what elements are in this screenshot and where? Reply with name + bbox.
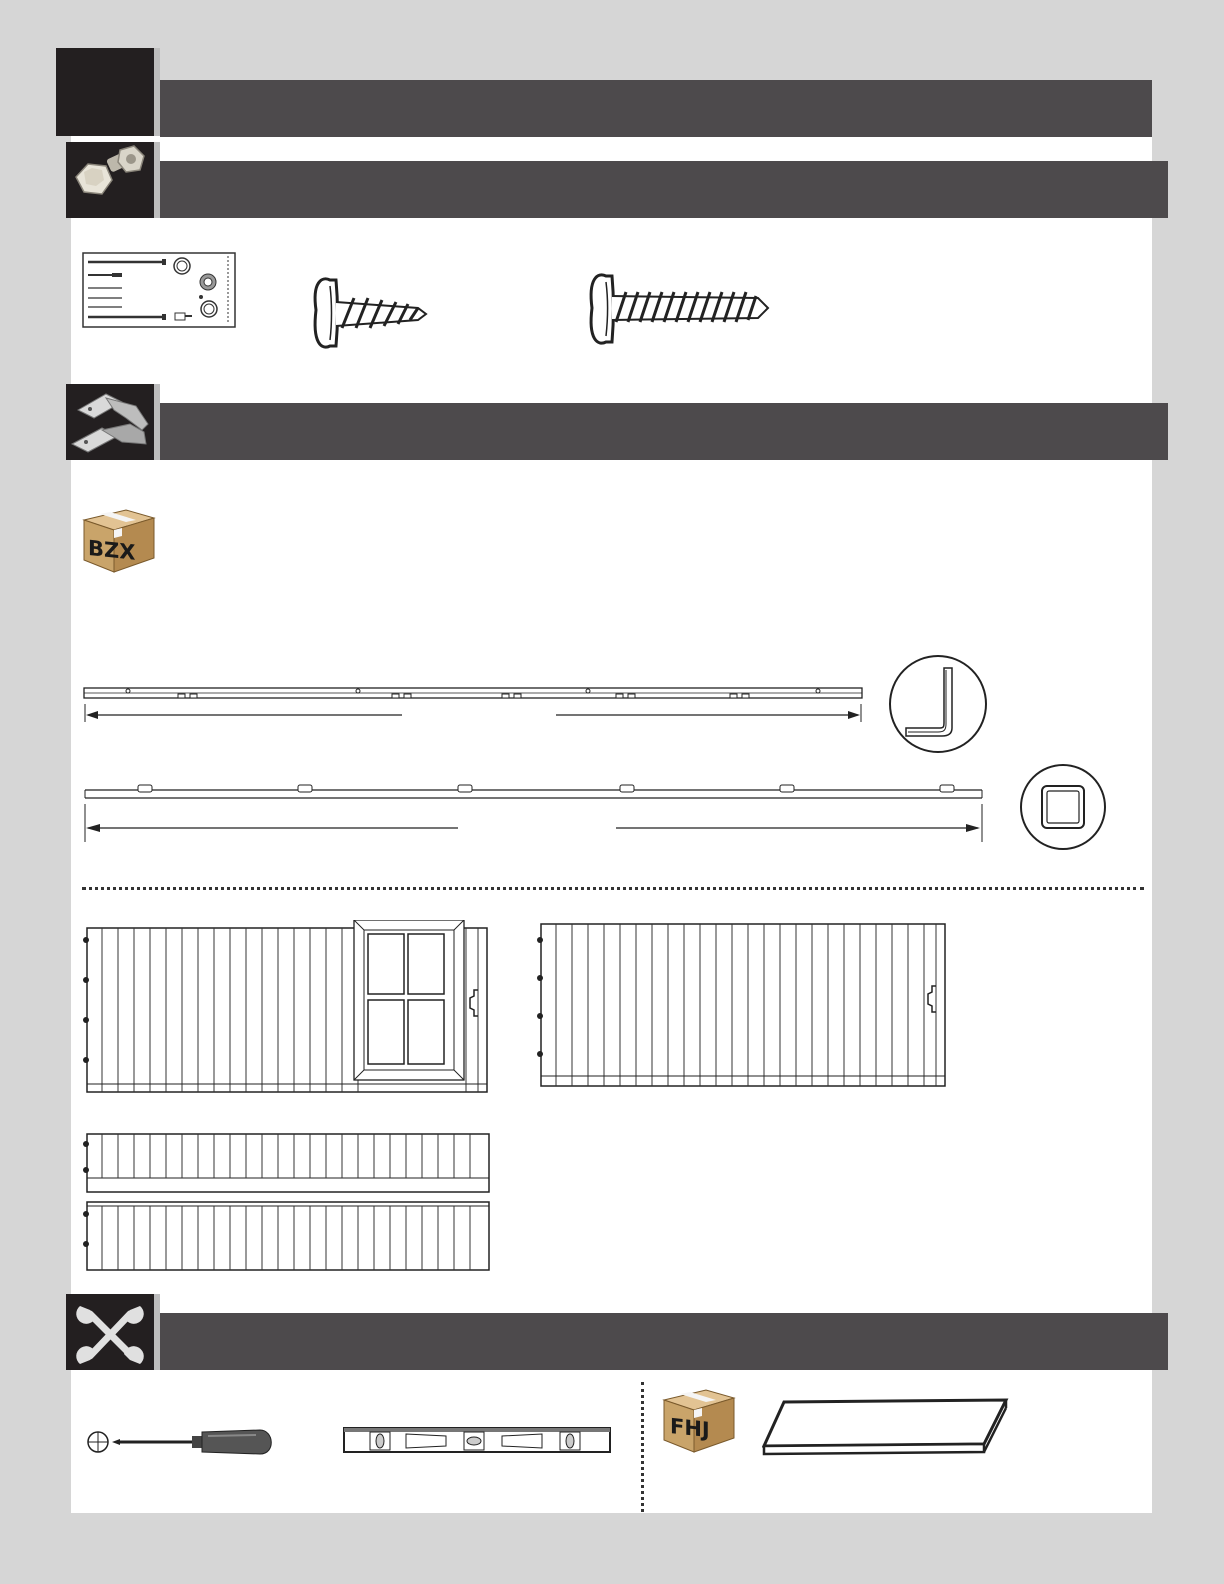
screwdriver-icon: [84, 1424, 278, 1460]
tools-box-label: FHJ: [670, 1413, 710, 1443]
wrench-icon: [66, 1294, 154, 1370]
plain-wall-panel: [536, 920, 950, 1090]
hardware-card-drawing: [82, 252, 238, 330]
parts-section-title: [160, 403, 1168, 460]
board-icon: [762, 1398, 1010, 1456]
tube-profile-icon: [1018, 762, 1108, 852]
board-drawing: [762, 1398, 1010, 1456]
bracket-icon: [66, 384, 154, 460]
angle-rail-drawing: [80, 680, 870, 728]
hardware-card: [82, 252, 238, 330]
angle-profile-icon: [886, 652, 990, 756]
tools-section-title: [160, 1313, 1168, 1370]
parts-box-label: BZX: [88, 534, 136, 565]
long-screw-icon: [586, 270, 776, 346]
screwdriver-drawing: [84, 1424, 278, 1460]
section-divider: [82, 887, 1144, 890]
tools-box-icon: [660, 1382, 736, 1454]
short-screw-drawing: [308, 272, 440, 356]
parts-box-icon: [80, 502, 156, 574]
spirit-level-drawing: [342, 1424, 614, 1456]
gable-panels-drawing: [82, 1130, 496, 1280]
window-wall-panel-drawing: [82, 920, 496, 1098]
tube-rail-drawing: [80, 780, 984, 846]
long-screw-drawing: [586, 270, 776, 346]
angle-profile-detail: [886, 652, 990, 756]
tools-divider: [641, 1382, 644, 1512]
bolt-nut-icon: [66, 142, 154, 218]
hardware-section-title: [160, 161, 1168, 218]
spirit-level-icon: [342, 1424, 614, 1456]
tube-profile-detail: [1018, 762, 1108, 852]
short-screw-icon: [308, 272, 440, 356]
step-number-box: [56, 48, 154, 136]
gable-panels: [82, 1130, 496, 1280]
plain-wall-panel-drawing: [536, 920, 950, 1090]
angle-rail-icon: [80, 680, 870, 728]
step-header-bar: [160, 80, 1152, 137]
hardware-icon-tile: [66, 142, 154, 218]
tube-rail-icon: [80, 780, 984, 846]
window-wall-panel: [82, 920, 496, 1098]
parts-icon-tile: [66, 384, 154, 460]
tools-icon-tile: [66, 1294, 154, 1370]
